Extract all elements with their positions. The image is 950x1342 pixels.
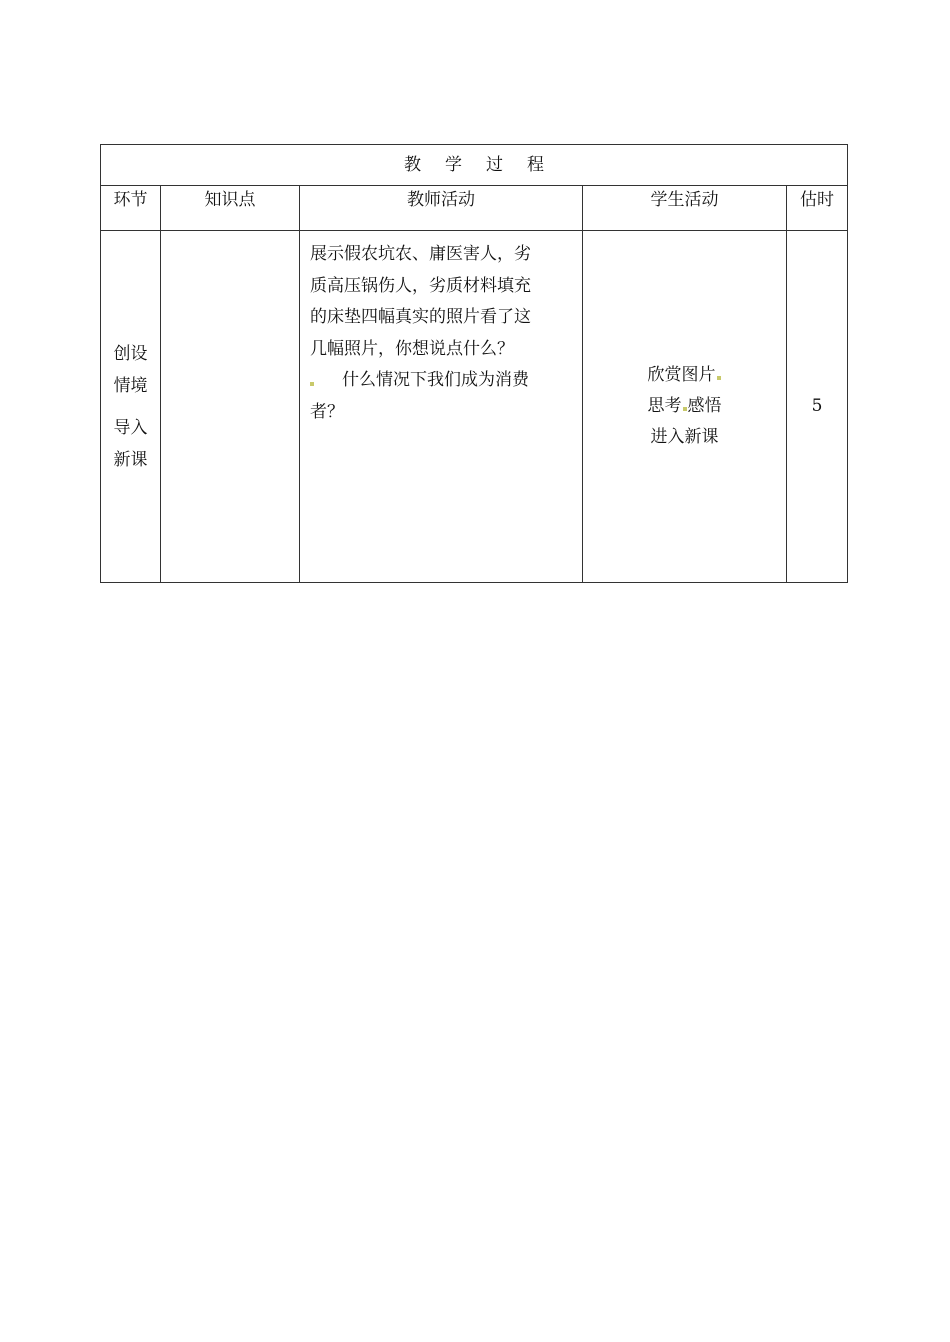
title-char: 程	[527, 154, 544, 175]
stage-text: 新课	[113, 449, 148, 470]
teacher-paragraph	[310, 365, 572, 397]
time-estimate: 5	[787, 231, 848, 583]
title-char: 教	[404, 154, 421, 175]
teacher-activity-cell	[300, 231, 583, 583]
student-activity-cell	[583, 231, 787, 583]
student-line	[583, 422, 786, 453]
stage-cell	[101, 231, 161, 583]
stage-text: 导入	[113, 417, 148, 438]
header-knowledge: 知识点	[161, 186, 300, 231]
header-student: 学生活动	[583, 186, 787, 231]
student-text: 感悟	[687, 396, 722, 416]
table-title	[101, 145, 848, 186]
teacher-line: 者？	[310, 401, 344, 422]
student-text: 欣赏图片	[647, 365, 716, 385]
header-stage: 环节	[101, 186, 161, 231]
teacher-line: 什么情况下我们成为消费	[342, 370, 529, 390]
header-teacher: 教师活动	[300, 186, 583, 231]
stage-text: 情境	[113, 375, 148, 396]
teaching-process-table	[100, 144, 848, 583]
student-line	[583, 360, 786, 391]
paragraph-mark	[683, 407, 687, 411]
paragraph-mark	[310, 382, 314, 386]
student-line	[583, 391, 786, 422]
title-char: 过	[486, 154, 503, 175]
table-row	[101, 231, 848, 583]
teacher-line: 的床垫四幅真实的照片看了这	[310, 307, 531, 327]
teacher-line: 几幅照片，你想说点什么？	[310, 338, 514, 359]
stage-text: 创设	[113, 343, 148, 364]
teacher-line: 展示假农坑农、庸医害人，劣	[310, 244, 531, 264]
student-text: 进入新课	[650, 427, 719, 447]
header-row	[101, 186, 848, 231]
teacher-line: 质高压锅伤人，劣质材料填充	[310, 275, 531, 296]
knowledge-cell	[161, 231, 300, 583]
title-row	[101, 145, 848, 186]
header-time: 估时	[787, 186, 848, 231]
title-char: 学	[445, 154, 462, 175]
paragraph-mark	[717, 376, 721, 380]
student-text: 思考	[647, 396, 682, 416]
